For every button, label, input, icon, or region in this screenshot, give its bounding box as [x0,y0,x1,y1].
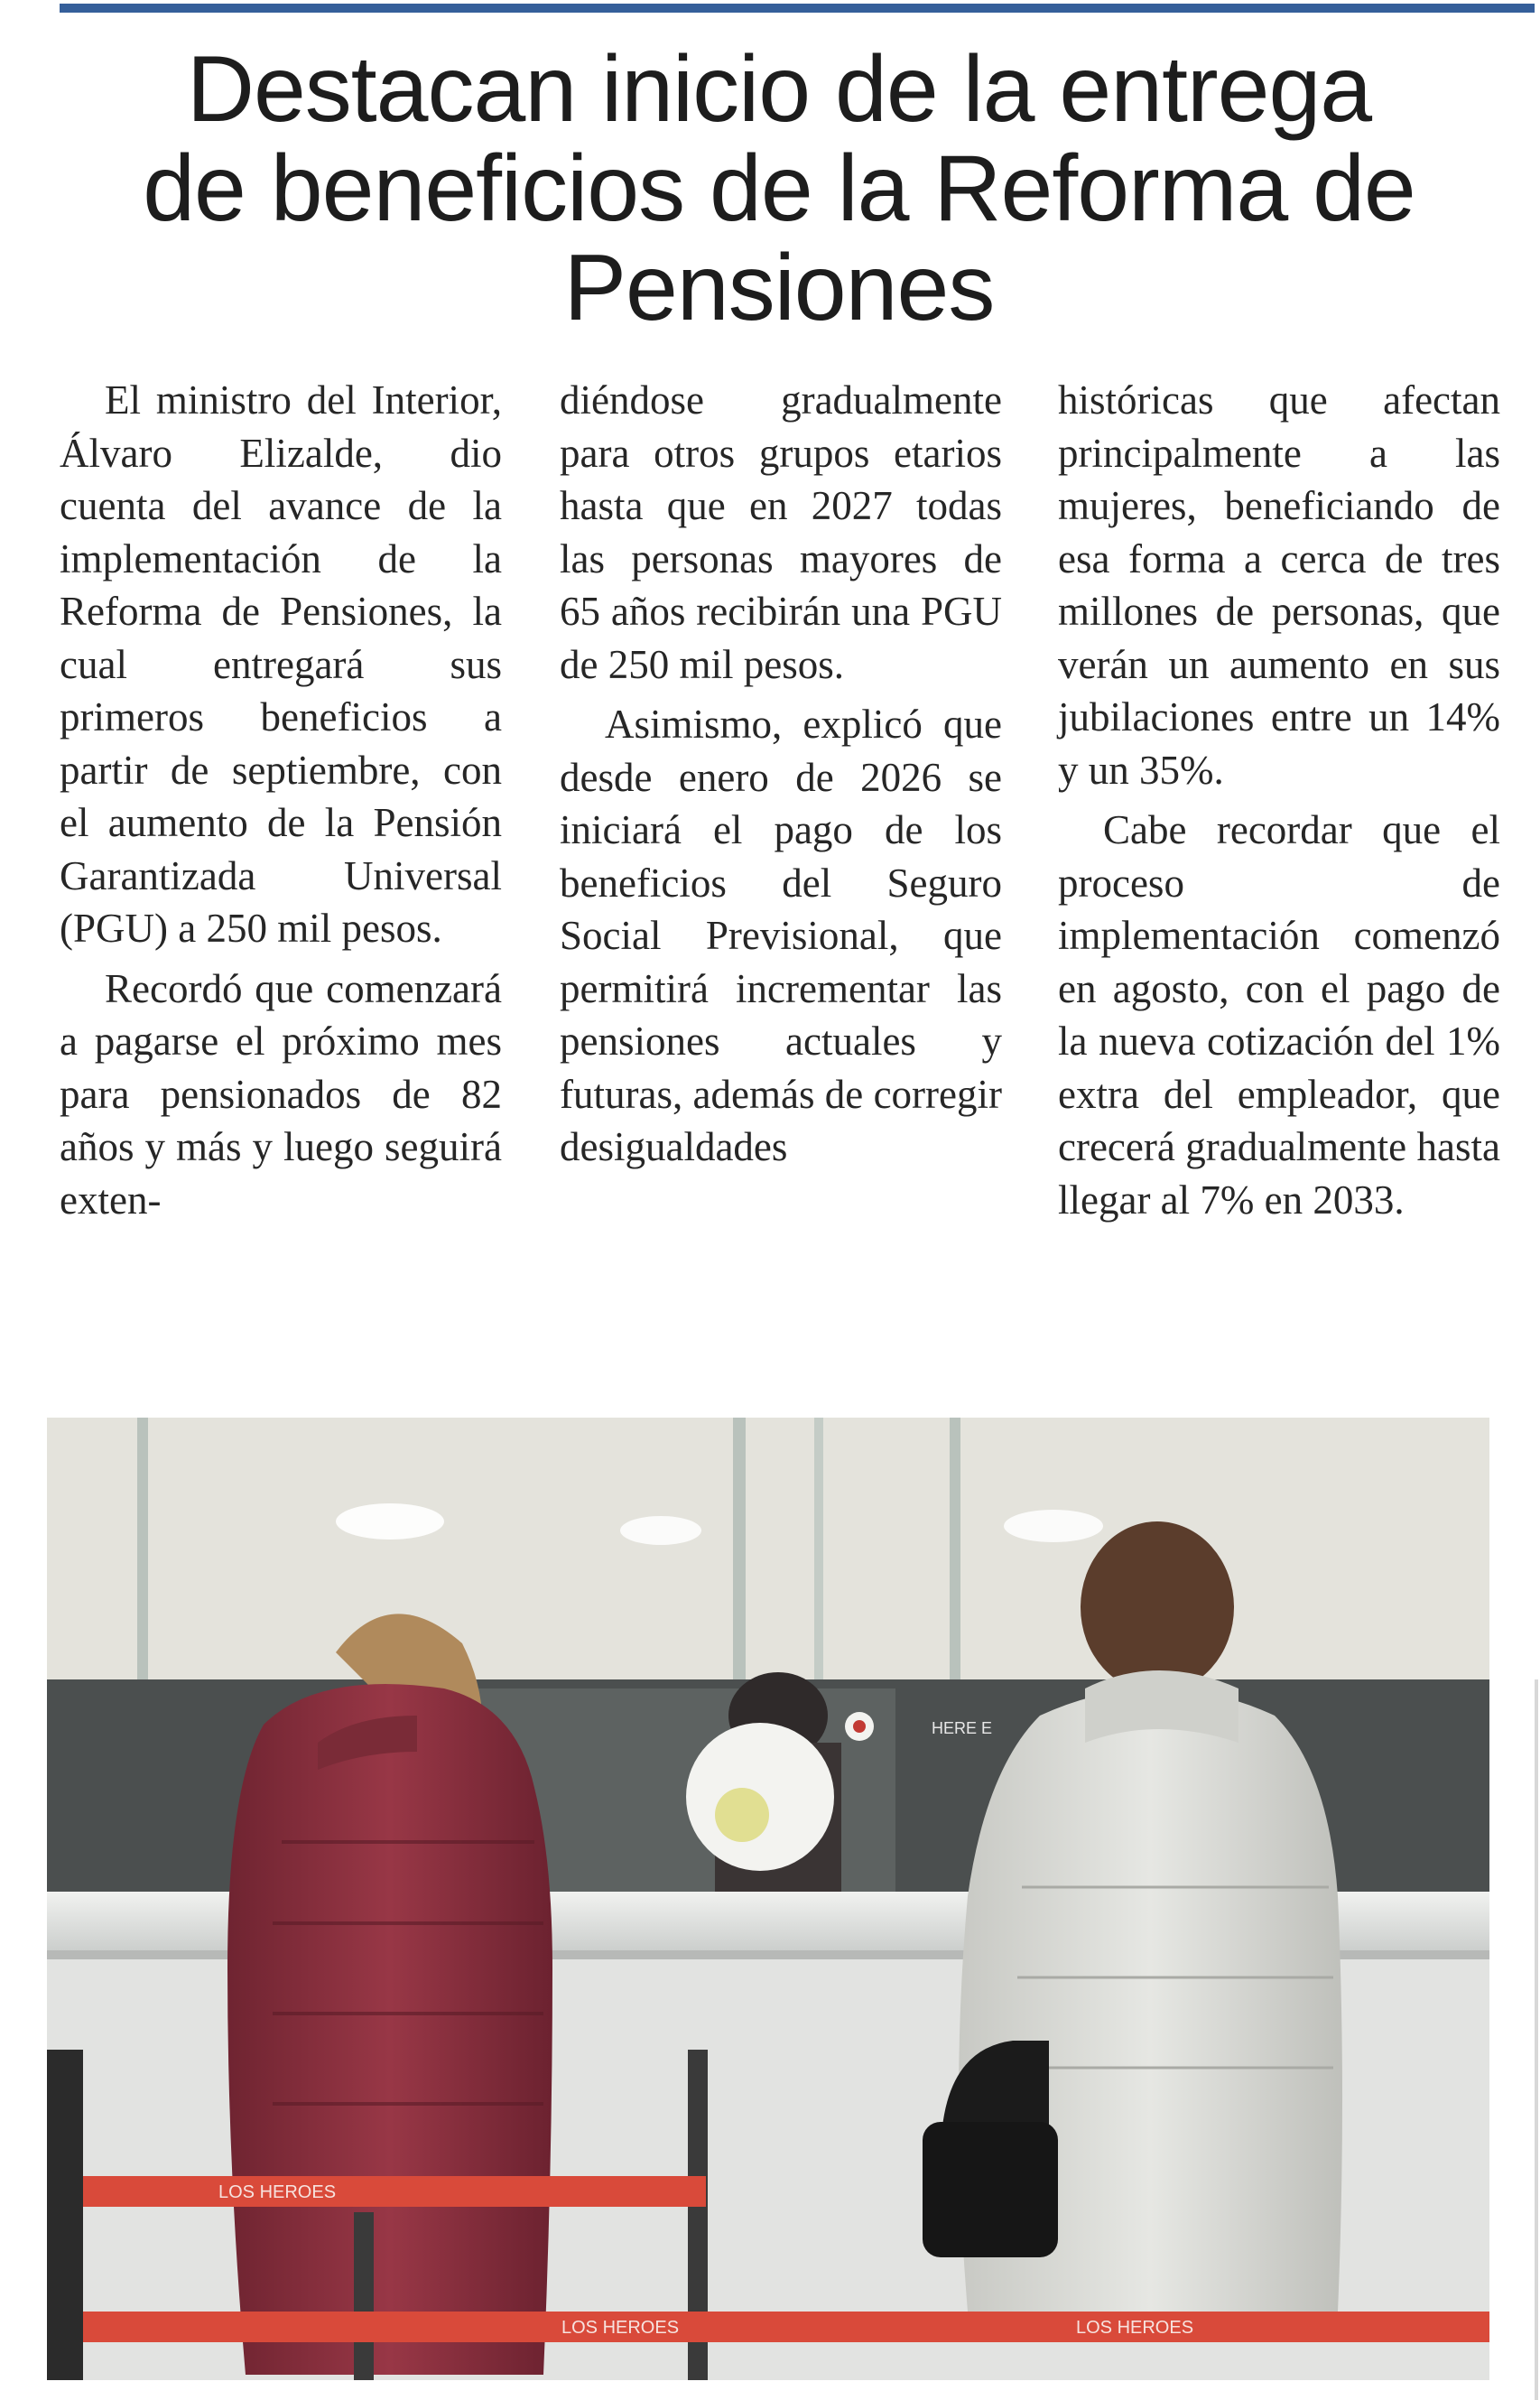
barrier-logo: LOS HEROES [1076,2318,1194,2338]
paragraph: diéndose gradualmente para otros grupos etarios hasta que en 2027 todas las personas mayores de 65 años recibirán una PGU de 250 mil pesos. [560,377,1002,687]
barrier-logo: LOS HEROES [561,2318,680,2338]
barrier-logo: LOS HEROES [218,2182,337,2202]
headline-line: Pensiones [563,236,995,340]
headline-line: de beneficios de la Reforma de [143,136,1415,241]
photo-illustration [47,1418,1489,2380]
paragraph: Cabe recordar que el proceso de implementación comenzó en agosto, con el pago de la nueva cotización del 1% extra del empleador, que crecerá gradualmente hasta llegar al 7% en 2033. [1058,807,1500,1223]
window-sign: HERE E [932,1719,993,1737]
top-rule [60,4,1535,13]
article-column-1 [60,374,502,1226]
paragraph: históricas que afectan principalmente a las mujeres, beneficiando de esa forma a cerca de tres millones de personas, que verán un aumento en sus jubilaciones entre un 14% y un 35%. [1058,377,1500,793]
article-column-3 [1058,374,1500,1226]
article-column-2 [560,374,1002,1174]
paragraph: Asimismo, explicó que desde enero de 2026 se iniciará el pago de los beneficios del Seguro Social Previsional, que permitirá incrementar las pensiones actuales y futuras, además de corregir desigualdades [560,702,1002,1169]
headline [36,37,1522,340]
article-photo [47,1418,1489,2380]
paragraph: Recordó que comenzará a pagarse el próximo mes para pensionados de 82 años y más y luego seguirá exten- [60,965,502,1223]
headline-line: Destacan inicio de la entrega [186,37,1372,142]
paragraph: El ministro del Interior, Álvaro Elizalde, dio cuenta del avance de la implementación de la Reforma de Pensiones, la cual entregará sus primeros beneficios a partir de septiembre, con el aumento de la Pensión Garantizada Universal (PGU) a 250 mil pesos. [60,377,502,951]
page-edge [1535,1679,1538,2400]
